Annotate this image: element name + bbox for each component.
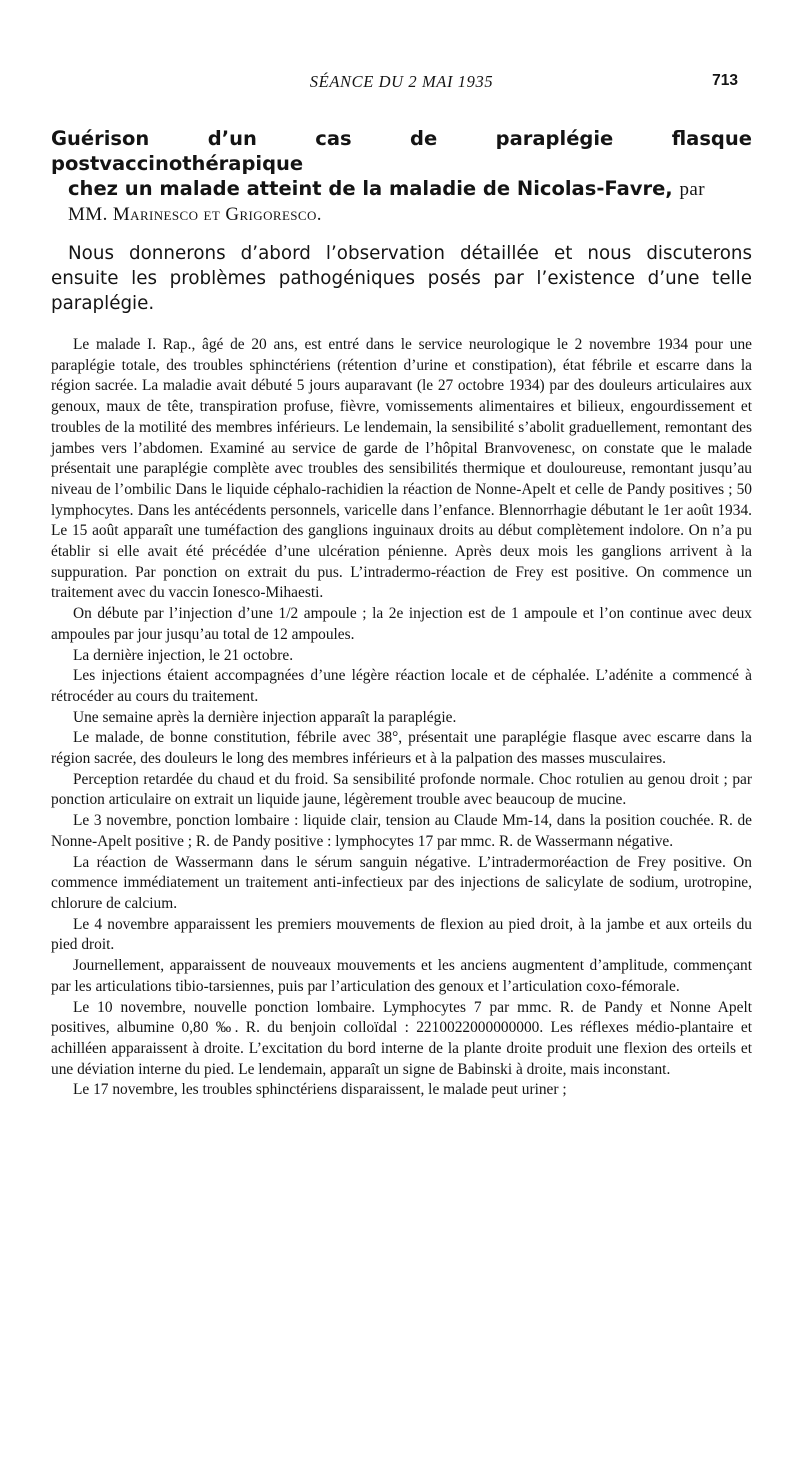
body-paragraph: On débute par l’injection d’une 1/2 ampoule ; la 2e injection est de 1 ampoule et l’on continue avec deux ampoules par jour jusqu’au total de 12 ampoules.	[51, 605, 752, 643]
title-line-1: Guérison d’un cas de paraplégie flasque postvaccinothérapique	[51, 127, 752, 175]
article-authors: MM. Marinesco et Grigoresco.	[68, 204, 322, 225]
body-paragraph: Le 17 novembre, les troubles sphinctériens disparaissent, le malade peut uriner ;	[73, 1081, 567, 1099]
body-paragraph: Journellement, apparaissent de nouveaux mouvements et les anciens augmentent d’amplitude, commençant par les articulations tibio-tarsiennes, puis par l’articulation des genoux et l’articulation coxo-fémorale.	[51, 957, 752, 995]
body-paragraph: La dernière injection, le 21 octobre.	[73, 646, 294, 664]
body-paragraph: Une semaine après la dernière injection apparaît la paraplégie.	[73, 708, 457, 726]
page-header	[51, 72, 752, 102]
article-title	[51, 126, 752, 227]
body-paragraph: Le malade I. Rap., âgé de 20 ans, est entré dans le service neurologique le 2 novembre 1934 pour une paraplégie totale, des troubles sphinctériens (rétention d’urine et constipation), état fébrile et escarre dans la région sacrée. La maladie avait débuté 5 jours auparavant (le 27 octobre 1934) par des douleurs articulaires aux genoux, maux de tête, transpiration profuse, fièvre, vomissements alimentaires et bilieux, engourdissement et troubles de la motilité des membres inférieurs. Le lendemain, la sensibilité s’abolit graduellement, remontant des jambes vers l’abdomen. Examiné au service de garde de l’hôpital Branvovenesc, on constate que le malade présentait une paraplégie complète avec troubles des sensibilités thermique et douloureuse, remontant jusqu’au niveau de l’ombilic Dans le liquide céphalo-rachidien la réaction de Nonne-Apelt et celle de Pandy positives ; 50 lymphocytes. Dans les antécédents personnels, varicelle dans l’enfance. Blennorrhagie débutant le 1er août 1934. Le 15 août apparaît une tuméfaction des ganglions inguinaux droits au début complètement indolore. On n’a pu établir si elle avait été précédée d’une ulcération pénienne. Après deux mois les ganglions arrivent à la suppuration. Par ponction on extrait du pus. L’intradermo-réaction de Frey est positive. On commence un traitement avec du vaccin Ionesco-Mihaesti.	[51, 336, 752, 602]
running-head: SÉANCE DU 2 MAI 1935	[309, 72, 494, 91]
title-by: par	[679, 179, 705, 200]
article-body	[51, 335, 752, 1101]
body-paragraph: Perception retardée du chaud et du froid. Sa sensibilité profonde normale. Choc rotulien au genou droit ; par ponction articulaire on extrait un liquide jaune, légèrement trouble avec beaucoup de mucine.	[51, 770, 752, 809]
title-line-2-text: chez un malade atteint de la maladie de Nicolas-Favre,	[68, 177, 673, 200]
body-paragraph: Le malade, de bonne constitution, fébrile avec 38°, présentait une paraplégie flasque avec escarre dans la région sacrée, des douleurs le long des membres inférieurs et à la palpation des masses musculaires.	[51, 729, 752, 768]
body-paragraph: Le 3 novembre, ponction lombaire : liquide clair, tension au Claude Mm-14, dans la position couchée. R. de Nonne-Apelt positive ; R. de Pandy positive : lymphocytes 17 par mmc. R. de Wassermann négative.	[51, 812, 752, 850]
article-abstract: Nous donnerons d’abord l’observation détaillée et nous discuterons ensuite les problèmes pathogéniques posés par l’existence d’une telle paraplégie.	[51, 243, 752, 314]
body-paragraph: Le 4 novembre apparaissent les premiers mouvements de flexion au pied droit, à la jambe et aux orteils du pied droit.	[51, 915, 752, 954]
page-number: 713	[712, 72, 738, 89]
document-page	[0, 72, 800, 1459]
title-line-2	[51, 176, 752, 202]
body-paragraph: Les injections étaient accompagnées d’une légère réaction locale et de céphalée. L’adénite a commencé à rétrocéder au cours du traitement.	[51, 667, 752, 705]
body-paragraph: Le 10 novembre, nouvelle ponction lombaire. Lymphocytes 7 par mmc. R. de Pandy et Nonne Apelt positives, albumine 0,80 ‰. R. du benjoin colloïdal : 2210022000000000. Les réflexes médio-plantaire et achilléen apparaissent à droite. L’excitation du bord interne de la plante droite produit une flexion des orteils et une déviation interne du pied. Le lendemain, apparaît un signe de Babinski à droite, mais inconstant.	[51, 998, 752, 1078]
body-paragraph: La réaction de Wassermann dans le sérum sanguin négative. L’intradermoréaction de Frey positive. On commence immédiatement un traitement anti-infectieux par des injections de salicylate de sodium, urotropine, chlorure de calcium.	[51, 853, 752, 912]
